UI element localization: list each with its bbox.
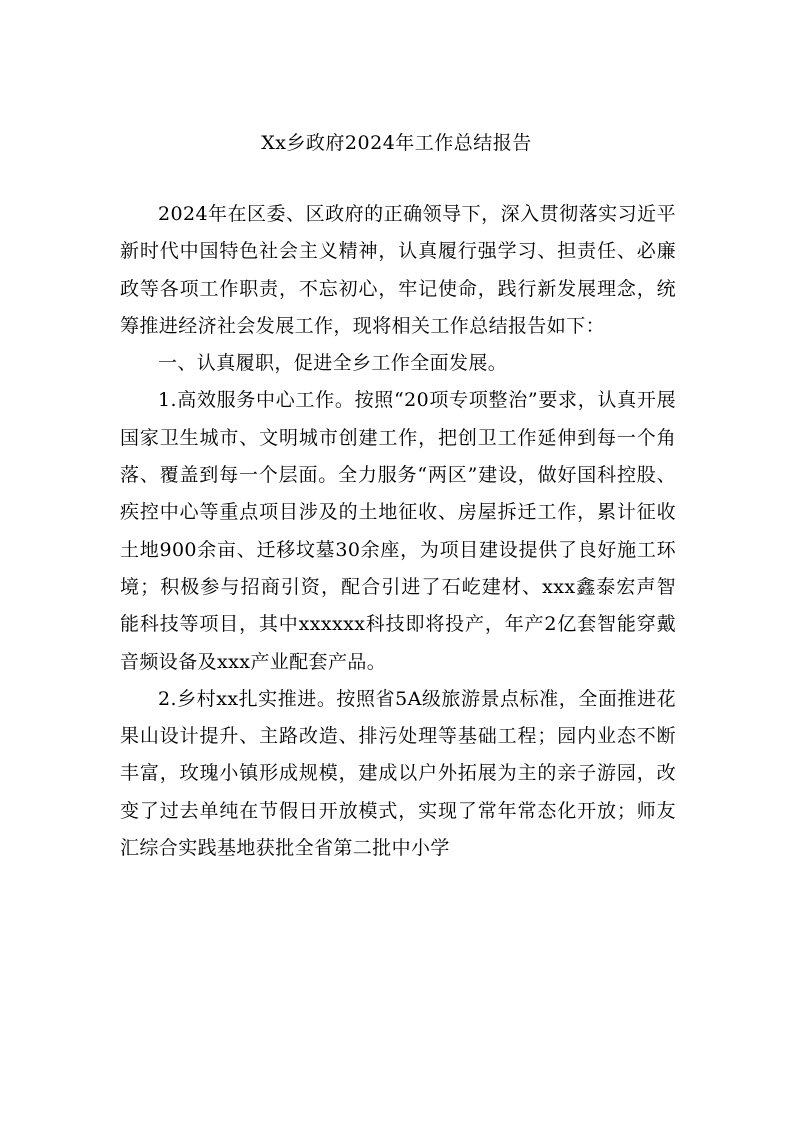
paragraph-intro: 2024年在区委、区政府的正确领导下，深入贯彻落实习近平新时代中国特色社会主义精神，认真履行强学习、担责任、必廉政等各项工作职责，不忘初心，牢记使命，践行新发展理念，统筹推进经济社会发展工作，现将相关工作总结报告如下：: [120, 203, 676, 337]
section-heading-1: 一、认真履职，促进全乡工作全面发展。: [158, 352, 508, 375]
document-title: Xx乡政府2024年工作总结报告: [261, 132, 532, 154]
paragraph-item-1: 1.高效服务中心工作。按照“20项专项整治”要求，认真开展国家卫生城市、文明城市创建工作，把创卫工作延伸到每一个角落、覆盖到每一个层面。全力服务“两区”建设，做好国科控股、疾控中心等重点项目涉及的土地征收、房屋拆迁工作，累计征收土地900余亩、迁移坟墓30余座，为项目建设提供了良好施工环境；积极参与招商引资，配合引进了石屹建材、xxx鑫泰宏声智能科技等项目，其中xxxxxx科技即将投产，年产2亿套智能穿戴音频设备及xxx产业配套产品。: [120, 389, 676, 673]
paragraph-item-2: 2.乡村xx扎实推进。按照省5A级旅游景点标准，全面推进花果山设计提升、主路改造、排污处理等基础工程；园内业态不断丰富，玫瑰小镇形成规模，建成以户外拓展为主的亲子游园，改变了过去单纯在节假日开放模式，实现了常年常态化开放；师友汇综合实践基地获批全省第二批中小学: [120, 687, 676, 860]
document-body: [120, 196, 676, 867]
